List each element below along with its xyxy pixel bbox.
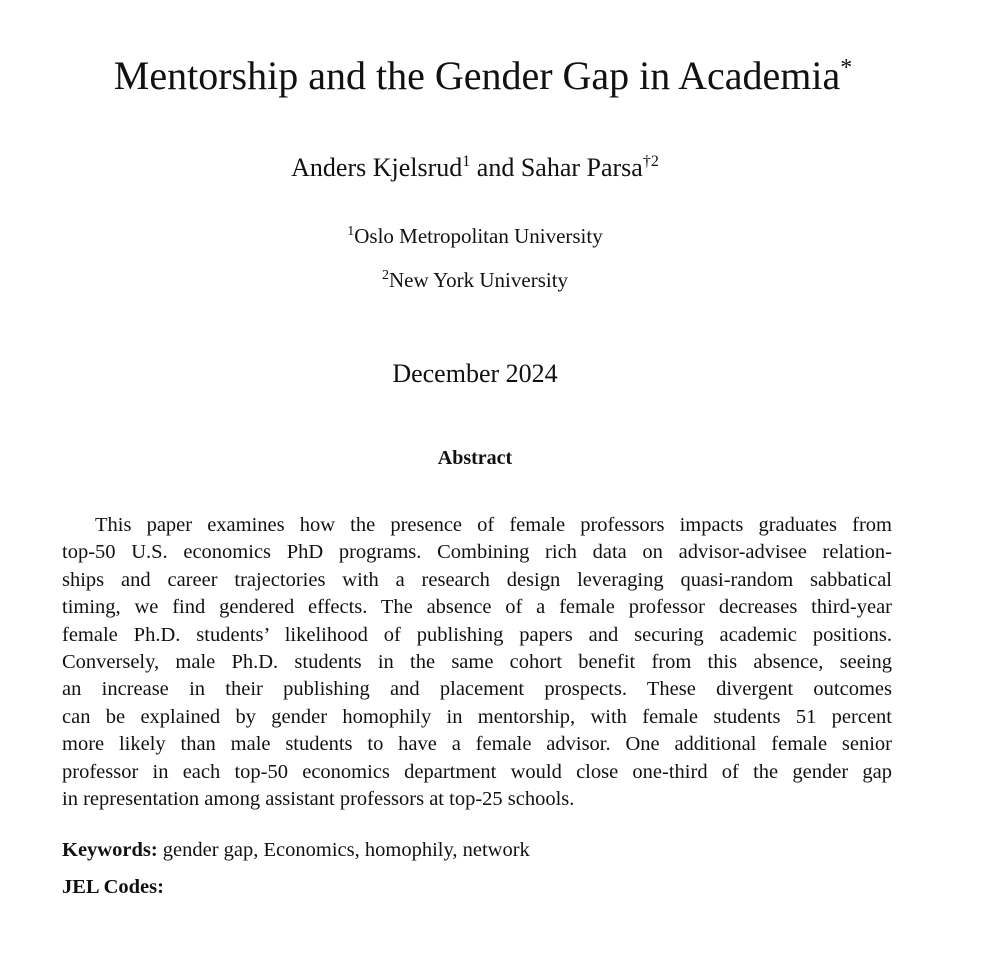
affiliation-1-name: Oslo Metropolitan University: [354, 224, 603, 248]
title-footnote-marker: *: [840, 55, 853, 81]
abstract-body: [62, 512, 892, 813]
author-1-name: Anders Kjelsrud: [291, 153, 463, 182]
abstract-line: timing, we find gendered effects. The absence of a female professor decreases third-year: [62, 596, 892, 619]
abstract-heading: Abstract: [437, 447, 513, 469]
paper-title-text: Mentorship and the Gender Gap in Academia: [113, 53, 841, 98]
paper-title: [0, 50, 966, 102]
affiliation-2-name: New York University: [388, 268, 569, 292]
jel-codes-row: [62, 873, 164, 901]
author-1-mark: 1: [462, 153, 471, 170]
keywords-value: gender gap, Economics, homophily, network: [162, 839, 530, 861]
abstract-line: in representation among assistant professors at top-25 schools.: [62, 788, 575, 811]
abstract-line: an increase in their publishing and placement prospects. These divergent outcomes: [62, 678, 892, 701]
affiliation-1: [0, 222, 950, 250]
paper-date: December 2024: [392, 359, 558, 388]
author-2-mark: †2: [642, 153, 659, 170]
author-2-name: Sahar Parsa: [520, 153, 643, 182]
keywords-row: [62, 836, 530, 864]
abstract-line: more likely than male students to have a female advisor. One additional female senior: [62, 733, 892, 756]
keywords-label: Keywords:: [62, 839, 158, 861]
jel-codes-label: JEL Codes:: [62, 876, 164, 898]
abstract-line: professor in each top-50 economics department would close one-third of the gender gap: [62, 760, 892, 783]
abstract-line: Conversely, male Ph.D. students in the same cohort benefit from this absence, seeing: [62, 651, 892, 674]
affiliation-2-mark: 2: [381, 268, 389, 283]
abstract-line: female Ph.D. students’ likelihood of publishing papers and securing academic positions.: [62, 623, 892, 646]
abstract-line: top-50 U.S. economics PhD programs. Combining rich data on advisor-advisee relation-: [62, 541, 892, 564]
affiliation-1-mark: 1: [347, 224, 355, 239]
abstract-line: This paper examines how the presence of female professors impacts graduates from: [95, 514, 892, 536]
abstract-line: can be explained by gender homophily in mentorship, with female students 51 percent: [62, 705, 892, 728]
affiliation-2: [0, 266, 950, 294]
abstract-line: ships and career trajectories with a research design leveraging quasi-random sabbatical: [62, 568, 892, 591]
author-line: [0, 150, 950, 186]
author-connector: and: [476, 153, 515, 182]
